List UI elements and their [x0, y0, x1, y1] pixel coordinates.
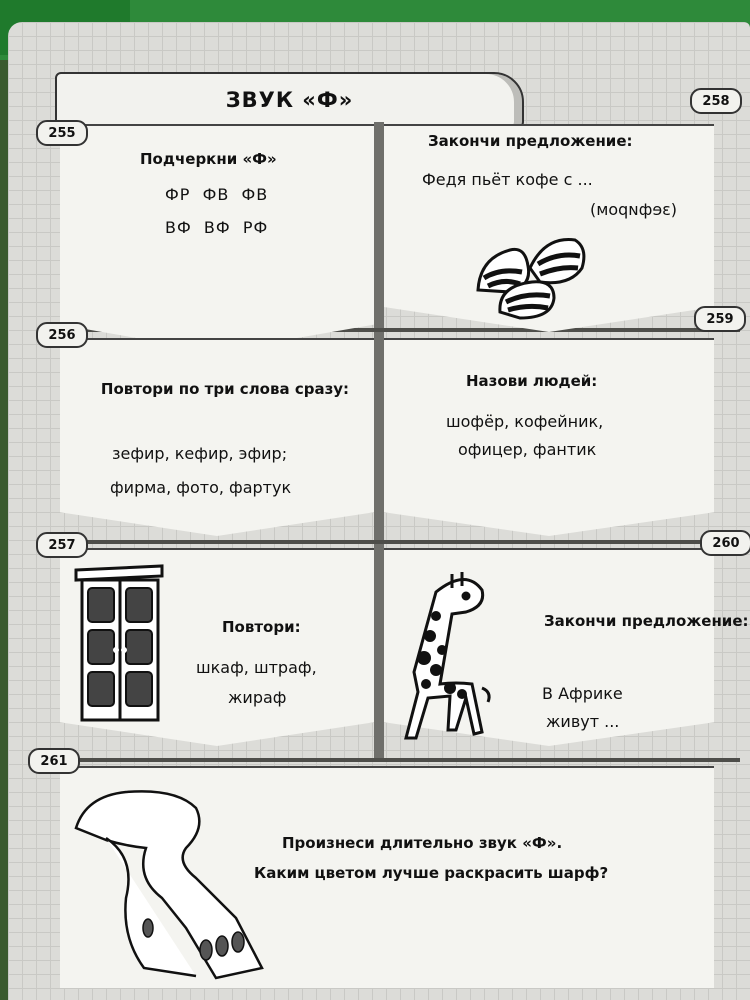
row-divider: [40, 758, 740, 762]
letter-pairs: ФР ФВ ФВ: [165, 185, 269, 204]
task-title: Подчеркни «Ф»: [140, 150, 277, 168]
word-row: офицер, фантик: [458, 440, 597, 459]
task-number: 259: [694, 306, 746, 332]
task-number: 257: [36, 532, 88, 558]
task-text: Каким цветом лучше раскрасить шарф?: [254, 864, 609, 882]
task-number: 260: [700, 530, 750, 556]
task-number: 256: [36, 322, 88, 348]
row-divider: [40, 540, 740, 544]
task-title: Назови людей:: [466, 372, 598, 390]
task-text: В Африке: [542, 684, 623, 703]
task-text: Федя пьёт кофе с ...: [422, 170, 593, 189]
word-row: зефир, кефир, эфир;: [112, 444, 288, 463]
wardrobe-icon: [70, 562, 168, 728]
scarf-icon: [66, 778, 266, 984]
task-title: Закончи предложение:: [544, 612, 749, 630]
giraffe-icon: [396, 562, 496, 748]
task-number: 255: [36, 120, 88, 146]
header-banner: [55, 72, 524, 128]
task-card-259: [384, 338, 714, 536]
page-title: ЗВУК «Ф»: [225, 88, 354, 112]
task-text: Произнеси длительно звук «Ф».: [282, 834, 563, 852]
hidden-answer: (зефиром): [590, 200, 677, 219]
meringue-icon: [470, 228, 600, 320]
task-title: Повтори по три слова сразу:: [100, 380, 350, 398]
center-spine: [374, 122, 384, 762]
task-card-256: [60, 338, 374, 536]
word-row: жираф: [228, 688, 287, 707]
task-title: Повтори:: [222, 618, 301, 636]
task-title: Закончи предложение:: [428, 132, 633, 150]
task-number: 258: [690, 88, 742, 114]
task-number: 261: [28, 748, 80, 774]
letter-pairs: ВФ ВФ РФ: [165, 218, 269, 237]
task-text: живут ...: [546, 712, 620, 731]
word-row: шофёр, кофейник,: [446, 412, 604, 431]
word-row: фирма, фото, фартук: [110, 478, 292, 497]
word-row: шкаф, штраф,: [196, 658, 317, 677]
